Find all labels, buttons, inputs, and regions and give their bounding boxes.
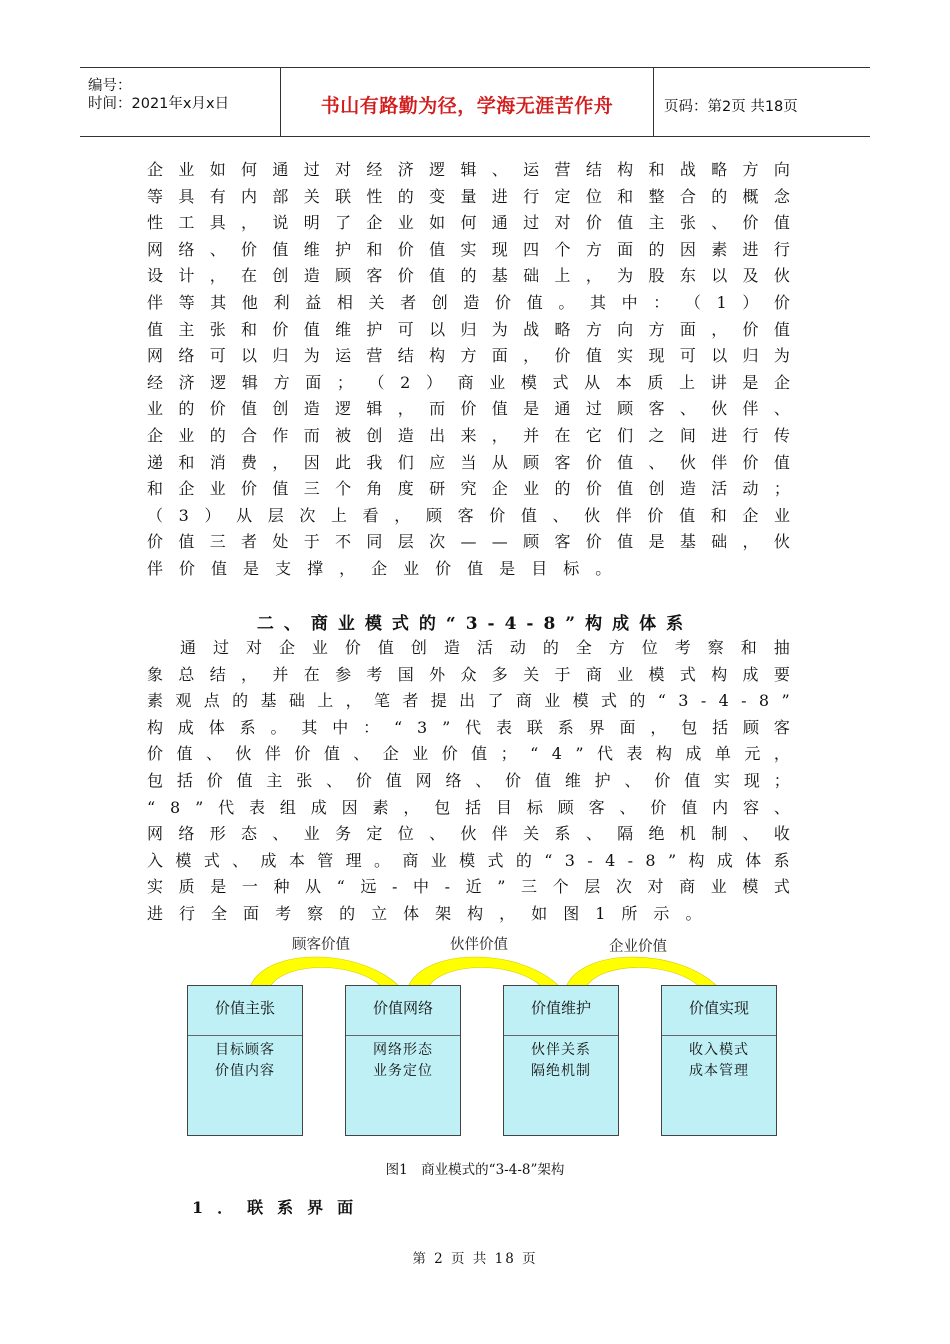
text-line: 经 济 逻 辑 方 面 ； （ 2 ） 商 业 模 式 从 本 质 上 讲 是 企 [147, 372, 790, 392]
arc-customer-value [250, 957, 400, 987]
box-line: 收入模式 [689, 1042, 749, 1058]
text-line: 和 企 业 价 值 三 个 角 度 研 究 企 业 的 价 值 创 造 活 动 ； [147, 479, 790, 499]
text-line: 伴 价 值 是 支 撑 ， 企 业 价 值 是 目 标 。 [147, 559, 612, 578]
box-title: 价值网络 [346, 986, 460, 1036]
text-line: 价 值 三 者 处 于 不 同 层 次 — — 顾 客 价 值 是 基 础 ， 伙 [147, 532, 790, 552]
page-footer: 第 2 页 共 18 页 [412, 1251, 538, 1267]
figure-caption: 图1 商业模式的“3-4-8”架构 [385, 1162, 565, 1178]
header-meta-cell [80, 68, 281, 136]
box-title: 价值维护 [504, 986, 618, 1036]
box-line: 伙伴关系 [531, 1042, 591, 1058]
box-title: 价值实现 [662, 986, 776, 1036]
page-label: 页码：第2页 共18页 [664, 99, 798, 115]
text-line: 通 过 对 企 业 价 值 创 造 活 动 的 全 方 位 考 察 和 抽 [179, 638, 790, 657]
text-line: 进 行 全 面 考 察 的 立 体 架 构 ， 如 图 1 所 示 。 [147, 904, 702, 923]
arc-enterprise-value [566, 957, 718, 987]
text-line: 企 业 如 何 通 过 对 经 济 逻 辑 、 运 营 结 构 和 战 略 方 向 [147, 160, 790, 179]
arc-label-partner: 伙伴价值 [450, 937, 508, 953]
box-line: 成本管理 [689, 1063, 749, 1079]
text-line: 值 主 张 和 价 值 维 护 可 以 归 为 战 略 方 向 方 面 ， 价 值 [147, 319, 790, 339]
text-line: 递 和 消 费 ， 因 此 我 们 应 当 从 顾 客 价 值 、 伙 伴 价 值 [147, 452, 790, 472]
text-line: 等 具 有 内 部 关 联 性 的 变 量 进 行 定 位 和 整 合 的 概 念 [147, 186, 790, 206]
box-line: 目标顾客 [215, 1042, 275, 1058]
section-title: 二、商业模式的“3-4-8”构成体系 [256, 614, 694, 634]
arc-partner-value [408, 957, 560, 987]
text-line: 价 值 、 伙 伴 价 值 、 企 业 价 值 ； “ 4 ” 代 表 构 成 单 元 ， [147, 744, 790, 764]
box-value-network [345, 985, 461, 1136]
number-label: 编号： [88, 78, 132, 94]
text-line: 企 业 的 合 作 而 被 创 造 出 来 ， 并 在 它 们 之 间 进 行 传 [147, 426, 790, 445]
arc-label-customer: 顾客价值 [292, 937, 350, 953]
text-line: 伴 等 其 他 利 益 相 关 者 创 造 价 值 。 其 中 ： （ 1 ） 价 [147, 293, 790, 312]
box-line: 网络形态 [373, 1042, 433, 1058]
header-page-cell [654, 68, 870, 136]
text-line: 业 的 价 值 创 造 逻 辑 ， 而 价 值 是 通 过 顾 客 、 伙 伴 、 [147, 399, 790, 419]
text-line: 入 模 式 、 成 本 管 理 。 商 业 模 式 的 “ 3 - 4 - 8 ” 构 成 体 系 [147, 850, 790, 870]
text-line: 设 计 ， 在 创 造 顾 客 价 值 的 基 础 上 ， 为 股 东 以 及 伙 [147, 266, 790, 286]
text-line: 网 络 可 以 归 为 运 营 结 构 方 面 ， 价 值 实 现 可 以 归 为 [147, 346, 790, 366]
motto: 书山有路勤为径，学海无涯苦作舟 [320, 95, 614, 117]
arc-label-enterprise: 企业价值 [609, 939, 667, 955]
text-line: （ 3 ） 从 层 次 上 看 ， 顾 客 价 值 、 伙 伴 价 值 和 企 业 [147, 505, 790, 525]
time-label: 时间：2021年x月x日 [88, 96, 230, 112]
text-line: 性 工 具 ， 说 明 了 企 业 如 何 通 过 对 价 值 主 张 、 价 值 [147, 213, 790, 233]
text-line: “ 8 ” 代 表 组 成 因 素 ， 包 括 目 标 顾 客 、 价 值 内 容 、 [147, 797, 790, 817]
subheading: 1．联系界面 [192, 1198, 368, 1217]
box-line: 价值内容 [215, 1063, 275, 1079]
text-line: 实 质 是 一 种 从 “ 远 - 中 - 近 ” 三 个 层 次 对 商 业 模 式 [147, 877, 790, 897]
box-value-realization [661, 985, 777, 1136]
text-line: 网 络 、 价 值 维 护 和 价 值 实 现 四 个 方 面 的 因 素 进 行 [147, 239, 790, 259]
text-line: 象 总 结 ， 并 在 参 考 国 外 众 多 关 于 商 业 模 式 构 成 要 [147, 664, 790, 684]
box-line: 隔绝机制 [531, 1063, 591, 1079]
text-line: 网 络 形 态 、 业 务 定 位 、 伙 伴 关 系 、 隔 绝 机 制 、 收 [147, 824, 790, 844]
header-motto-cell [281, 68, 654, 136]
box-title: 价值主张 [188, 986, 302, 1036]
box-value-proposition [187, 985, 303, 1136]
page-header [80, 67, 870, 137]
box-value-maintenance [503, 985, 619, 1136]
text-line: 包 括 价 值 主 张 、 价 值 网 络 、 价 值 维 护 、 价 值 实 现 ； [147, 771, 790, 790]
box-line: 业务定位 [373, 1063, 433, 1079]
text-line: 素 观 点 的 基 础 上 ， 笔 者 提 出 了 商 业 模 式 的 “ 3 - 4 - 8 ” [147, 691, 790, 711]
text-line: 构 成 体 系 。 其 中 ： “ 3 ” 代 表 联 系 界 面 ， 包 括 顾 客 [147, 717, 790, 737]
diagram-348 [150, 925, 810, 1155]
